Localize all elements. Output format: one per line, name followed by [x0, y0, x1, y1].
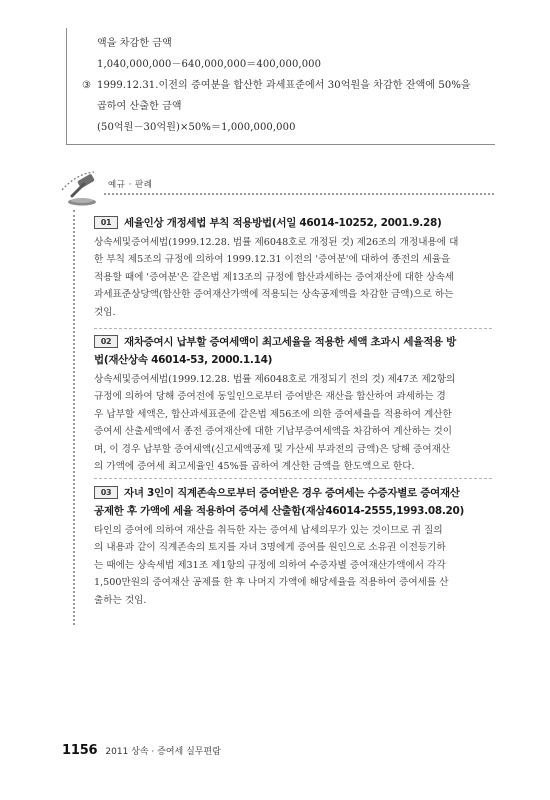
- ruling-title-text: 법(재산상속 46014-53, 2000.1.14): [94, 354, 273, 366]
- body-line: 며, 이 경우 납부할 증여세액(신고세액공제 및 가산세 부과전의 금액)은 당해 증여재산: [94, 443, 451, 455]
- ruling-title-text: 재차증여시 납부할 증여세액이 최고세율을 적용한 세액 초과시 세율적용 방: [124, 336, 456, 348]
- ruling-item-2: [94, 333, 492, 475]
- body-line: 상속세및증여세법(1999.12.28. 법률 제6048호로 개정된 것) 제26조의 개정내용에 대: [94, 237, 459, 248]
- body-line: 한 부칙 제5조의 규정에 의하여 1999.12.31 이전의 '증여분'에 대하여 종전의 세율을: [94, 254, 451, 266]
- body-line: 상속세및증여세법(1999.12.28. 법률 제6048호로 개정되기 전의 것) 제47조 제2항의: [94, 374, 456, 385]
- book-title: 2011 상속 · 증여세 실무편람: [105, 747, 221, 757]
- item-number-badge: 02: [94, 335, 118, 348]
- ruling-item-1: [94, 214, 492, 321]
- body-line: 는 때에는 상속세법 제31조 제1항의 규정에 의하여 수증자별 증여재산가액에서 각각: [94, 559, 446, 571]
- body-line: 적용할 때에 '증여분'은 같은법 제13조의 규정에 합산과세하는 증여재산에 대한 상속세: [94, 271, 455, 283]
- body-line: 1,500만원의 증여재산 공제를 한 후 나머지 가액에 해당세율을 적용하여 증여세를 산: [94, 577, 449, 589]
- section-divider: [104, 193, 494, 195]
- ruling-title-text: 세율인상 개정세법 부칙 적용방법(서일 46014-10252, 2001.9.28): [124, 217, 442, 229]
- page-number: 1156: [62, 743, 98, 758]
- ruling-body: [94, 371, 492, 475]
- ruling-title: [94, 484, 492, 520]
- body-line: 의 가액에 증여세 최고세율인 45%를 곱하여 계산한 금액을 한도액으로 한다.: [94, 461, 415, 473]
- item-number-badge: 03: [94, 486, 118, 499]
- item-separator: [94, 328, 492, 329]
- ruling-body: [94, 234, 492, 321]
- item-number-badge: 01: [94, 216, 118, 229]
- circled-number-3: ③: [82, 80, 91, 91]
- ruling-body: [94, 522, 492, 609]
- body-line: 것임.: [94, 306, 116, 318]
- body-line: 증여세 산출세액에서 종전 증여재산에 대한 기납부증여세액을 차감하여 계산하는 것이: [94, 426, 453, 438]
- item-separator: [94, 478, 492, 479]
- section-vertical-rule: [73, 210, 75, 625]
- section-label: 예규 · 판례: [108, 180, 153, 190]
- ruling-title-text: 자녀 3인이 직계존속으로부터 증여받은 경우 증여세는 수증자별로 증여재산: [124, 487, 460, 499]
- page-footer: [62, 739, 221, 758]
- ruling-title-text: 공제한 후 가액에 세율 적용하여 증여세 산출함(재삼46014-2555,1993.08.20): [94, 505, 465, 517]
- calc-text-line: 1,040,000,000－640,000,000＝400,000,000: [97, 59, 322, 70]
- body-line: 규정에 의하여 당해 증여전에 동일인으로부터 증여받은 재산을 합산하여 과세하는 경: [94, 391, 446, 403]
- calc-text-line: 곱하여 산출한 금액: [97, 101, 182, 112]
- calc-text-line: 1999.12.31.이전의 증여분을 합산한 과세표준에서 30억원을 차감한 잔액에 50%을: [97, 80, 471, 91]
- calc-text-line: 액을 차감한 금액: [97, 38, 172, 49]
- gavel-icon: [58, 168, 106, 208]
- calc-text-line: (50억원－30억원)×50%＝1,000,000,000: [97, 122, 296, 133]
- body-line: 출하는 것임.: [94, 594, 147, 606]
- body-line: 의 내용과 같이 직계존속의 토지를 자녀 3명에게 증여를 원인으로 소유권 이전등기하: [94, 542, 446, 554]
- body-line: 과세표준상당액(합산한 증여재산가액에 적용되는 상속공제액을 차감한 금액)으로 하는: [94, 289, 454, 301]
- ruling-item-3: [94, 484, 492, 609]
- body-line: 우 납부할 세액은, 합산과세표준에 같은법 제56조에 의한 증여세율을 적용하여 계산한: [94, 408, 452, 420]
- body-line: 타인의 증여에 의하여 재산을 취득한 자는 증여세 납세의무가 있는 것이므로 귀 질의: [94, 525, 443, 536]
- ruling-title: [94, 333, 492, 369]
- ruling-title: [94, 214, 492, 232]
